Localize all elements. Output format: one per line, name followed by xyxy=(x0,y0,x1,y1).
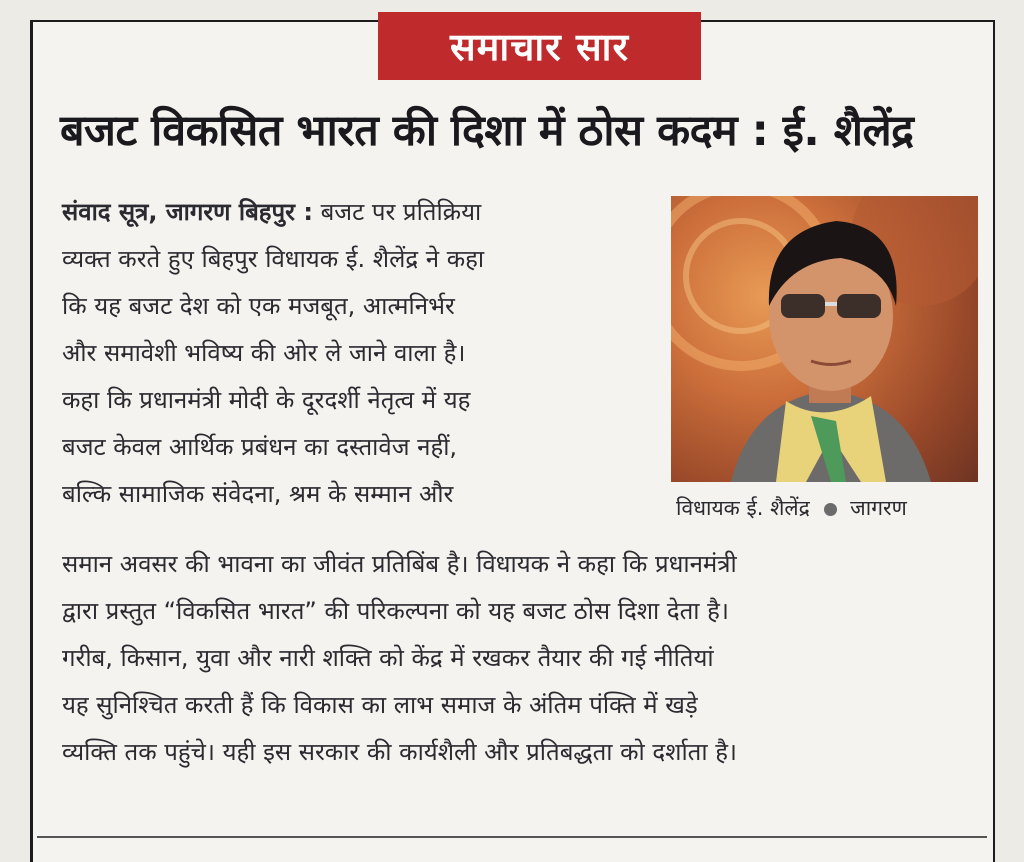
article-line: संवाद सूत्र, जागरण बिहपुर : बजट पर प्रतिक्रिया xyxy=(62,198,482,226)
article-line: कहा कि प्रधानमंत्री मोदी के दूरदर्शी नेतृत्व में यह xyxy=(62,386,471,414)
byline: संवाद सूत्र, जागरण बिहपुर : xyxy=(62,198,313,226)
article-line: व्यक्त करते हुए बिहपुर विधायक ई. शैलेंद्र ने कहा xyxy=(62,245,485,273)
section-label: समाचार सार xyxy=(449,25,630,69)
photo-caption xyxy=(676,494,907,522)
portrait-photo xyxy=(671,196,978,482)
article-line: बजट केवल आर्थिक प्रबंधन का दस्तावेज नहीं, xyxy=(62,433,458,461)
article-line: यह सुनिश्चित करती हैं कि विकास का लाभ समाज के अंतिम पंक्ति में खड़े xyxy=(62,691,698,719)
article-line: और समावेशी भविष्य की ओर ले जाने वाला है। xyxy=(62,339,466,367)
article-line: समान अवसर की भावना का जीवंत प्रतिबिंब है। विधायक ने कहा कि प्रधानमंत्री xyxy=(62,550,737,578)
headline: बजट विकसित भारत की दिशा में ठोस कदम : ई. शैलेंद्र xyxy=(60,106,914,156)
section-banner xyxy=(378,12,701,80)
article-line: द्वारा प्रस्तुत “विकसित भारत” की परिकल्पना को यह बजट ठोस दिशा देता है। xyxy=(62,597,729,625)
caption-credit: जागरण xyxy=(850,496,907,520)
article-line: गरीब, किसान, युवा और नारी शक्ति को केंद्र में रखकर तैयार की गई नीतियां xyxy=(62,644,714,672)
article-line: बल्कि सामाजिक संवेदना, श्रम के सम्मान और xyxy=(62,480,454,508)
bottom-divider xyxy=(37,836,987,838)
bullet-icon xyxy=(824,503,837,516)
portrait-illustration xyxy=(671,196,978,482)
article-line: कि यह बजट देश को एक मजबूत, आत्मनिर्भर xyxy=(62,292,455,320)
caption-name: विधायक ई. शैलेंद्र xyxy=(676,496,810,520)
article-line: व्यक्ति तक पहुंचे। यही इस सरकार की कार्यशैली और प्रतिबद्धता को दर्शाता है। xyxy=(62,738,738,766)
